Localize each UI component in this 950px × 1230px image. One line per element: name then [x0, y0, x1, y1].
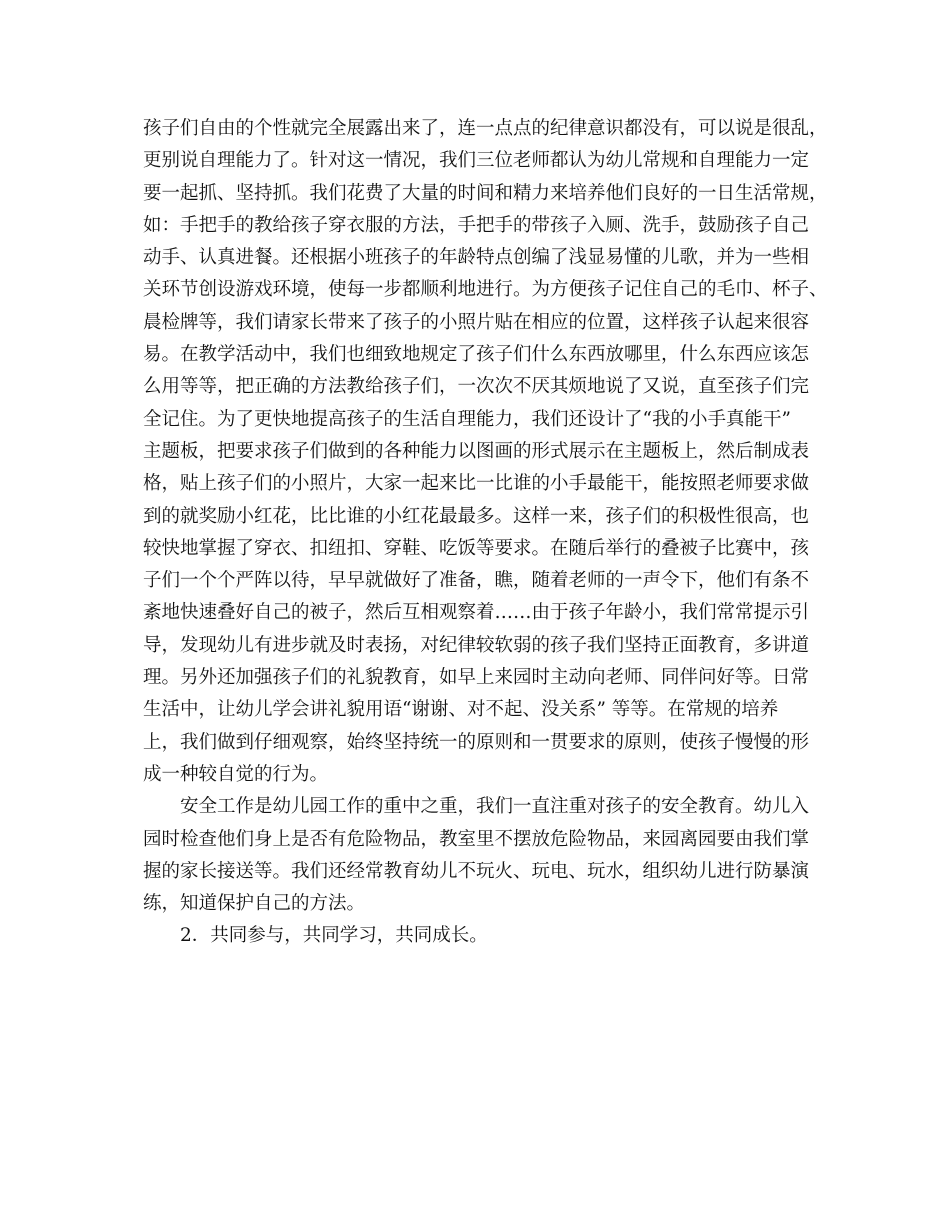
text-line: 要一起抓、坚持抓。我们花费了大量的时间和精力来培养他们良好的一日生活常规， — [143, 182, 828, 204]
text-line: 全记住。为了更快地提高孩子的生活自理能力，我们还设计了“我的小手真能干” — [143, 408, 791, 430]
text-line: 紊地快速叠好自己的被子，然后互相观察着……由于孩子年龄小，我们常常提示引 — [143, 602, 810, 624]
text-line: 生活中，让幼儿学会讲礼貌用语“谢谢、对不起、没关系” 等等。在常规的培养 — [143, 699, 779, 721]
text-line: 动手、认真进餐。还根据小班孩子的年龄特点创编了浅显易懂的儿歌，并为一些相 — [143, 247, 810, 269]
text-line: 易。在教学活动中，我们也细致地规定了孩子们什么东西放哪里，什么东西应该怎 — [143, 344, 810, 366]
text-line: 孩子们自由的个性就完全展露出来了，连一点点的纪律意识都没有，可以说是很乱， — [143, 118, 828, 139]
text-line: 子们一个个严阵以待，早早就做好了准备，瞧，随着老师的一声令下，他们有条不 — [143, 570, 810, 592]
section-heading-text: 2．共同参与，共同学习，共同成长。 — [180, 925, 488, 947]
section-heading — [143, 920, 813, 952]
document-body — [143, 113, 828, 953]
text-line: 主题板，把要求孩子们做到的各种能力以图画的形式展示在主题板上，然后制成表 — [143, 440, 810, 462]
text-line: 理。另外还加强孩子们的礼貌教育，如早上来园时主动向老师、同伴问好等。日常 — [143, 667, 810, 689]
text-line: 练，知道保护自己的方法。 — [143, 893, 366, 915]
text-line: 晨检牌等，我们请家长带来了孩子的小照片贴在相应的位置，这样孩子认起来很容 — [143, 311, 810, 333]
text-line: 握的家长接送等。我们还经常教育幼儿不玩火、玩电、玩水，组织幼儿进行防暴演 — [143, 860, 810, 882]
text-line: 导，发现幼儿有进步就及时表扬，对纪律较软弱的孩子我们坚持正面教育，多讲道 — [143, 634, 810, 656]
text-line: 如：手把手的教给孩子穿衣服的方法，手把手的带孩子入厕、洗手，鼓励孩子自己 — [143, 214, 810, 236]
text-line: 格，贴上孩子们的小照片，大家一起来比一比谁的小手最能干，能按照老师要求做 — [143, 473, 810, 495]
text-line: 上，我们做到仔细观察，始终坚持统一的原则和一贯要求的原则，使孩子慢慢的形 — [143, 731, 810, 753]
text-line: 园时检查他们身上是否有危险物品，教室里不摆放危险物品，来园离园要由我们掌 — [143, 828, 810, 850]
text-line: 较快地掌握了穿衣、扣纽扣、穿鞋、吃饭等要求。在随后举行的叠被子比赛中，孩 — [143, 537, 810, 559]
text-line: 么用等等，把正确的方法教给孩子们，一次次不厌其烦地说了又说，直至孩子们完 — [143, 376, 810, 398]
paragraph-routine — [143, 113, 828, 791]
text-line: 到的就奖励小红花，比比谁的小红花最最多。这样一来，孩子们的积极性很高，也 — [143, 505, 810, 527]
text-line: 更别说自理能力了。针对这一情况，我们三位老师都认为幼儿常规和自理能力一定 — [143, 150, 810, 172]
text-line: 关环节创设游戏环境，使每一步都顺利地进行。为方便孩子记住自己的毛巾、杯子、 — [143, 279, 828, 301]
paragraph-safety — [143, 791, 813, 920]
text-line: 安全工作是幼儿园工作的重中之重，我们一直注重对孩子的安全教育。幼儿入 — [180, 796, 810, 818]
text-line: 成一种较自觉的行为。 — [143, 763, 329, 785]
